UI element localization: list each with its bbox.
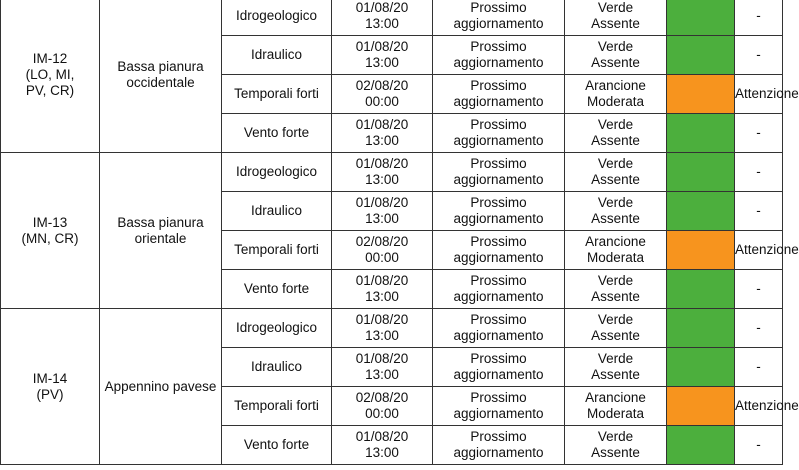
- validity-date: 01/08/20: [355, 429, 409, 444]
- alert-level-criticality: Assente: [591, 55, 640, 70]
- alert-level-criticality: Moderata: [586, 94, 645, 109]
- validity-date-cell: [332, 387, 433, 426]
- zone-area-line: orientale: [134, 230, 187, 246]
- alert-phase-cell: -: [735, 192, 783, 231]
- validity-date-cell: [332, 36, 433, 75]
- alert-level-color-name: Verde: [597, 273, 634, 288]
- alert-level-swatch: [667, 426, 735, 465]
- next-update-cell: [433, 348, 565, 387]
- alert-level-cell: [565, 270, 667, 309]
- alert-level-cell: [565, 75, 667, 114]
- next-update-cell: [433, 309, 565, 348]
- validity-date: 01/08/20: [355, 351, 409, 366]
- next-update-cell: [433, 153, 565, 192]
- zone-code-line: IM-14: [32, 370, 68, 386]
- next-update-line: Prossimo: [470, 78, 527, 93]
- risk-type-cell: Temporali forti: [222, 387, 332, 426]
- next-update-line: aggiornamento: [453, 289, 544, 304]
- zone-code-line: PV, CR): [25, 82, 75, 98]
- alert-level-color-name: Arancione: [585, 78, 646, 93]
- alert-level-color-name: Verde: [597, 117, 634, 132]
- next-update-line: aggiornamento: [453, 211, 544, 226]
- alert-level-cell: [565, 36, 667, 75]
- alert-level-swatch: [667, 387, 735, 426]
- validity-date: 01/08/20: [355, 273, 409, 288]
- alert-level-swatch: [667, 36, 735, 75]
- validity-time: 13:00: [365, 289, 399, 304]
- validity-date-cell: [332, 192, 433, 231]
- next-update-line: aggiornamento: [453, 445, 544, 460]
- zone-area-cell: [100, 309, 222, 465]
- next-update-line: aggiornamento: [453, 94, 544, 109]
- alert-level-cell: [565, 426, 667, 465]
- validity-date: 01/08/20: [355, 0, 409, 15]
- alert-level-color-name: Verde: [597, 39, 634, 54]
- alert-level-color-name: Verde: [597, 351, 634, 366]
- next-update-cell: [433, 75, 565, 114]
- alert-level-cell: [565, 348, 667, 387]
- validity-time: 13:00: [365, 133, 399, 148]
- alert-level-swatch: [667, 348, 735, 387]
- risk-type-cell: Vento forte: [222, 270, 332, 309]
- next-update-cell: [433, 192, 565, 231]
- zone-code-cell: [1, 309, 100, 465]
- alert-level-cell: [565, 309, 667, 348]
- validity-time: 13:00: [365, 16, 399, 31]
- alert-phase-cell: -: [735, 348, 783, 387]
- alert-level-cell: [565, 153, 667, 192]
- validity-date-cell: [332, 114, 433, 153]
- alert-level-swatch: [667, 231, 735, 270]
- alert-level-swatch: [667, 0, 735, 36]
- table-row: [1, 0, 783, 36]
- alert-phase-cell: -: [735, 114, 783, 153]
- validity-date-cell: [332, 426, 433, 465]
- validity-date: 01/08/20: [355, 39, 409, 54]
- next-update-line: Prossimo: [470, 429, 527, 444]
- next-update-cell: [433, 270, 565, 309]
- alert-level-cell: [565, 231, 667, 270]
- validity-date: 01/08/20: [355, 312, 409, 327]
- next-update-cell: [433, 36, 565, 75]
- next-update-line: Prossimo: [470, 234, 527, 249]
- validity-date-cell: [332, 153, 433, 192]
- validity-time: 13:00: [365, 328, 399, 343]
- alert-level-swatch: [667, 153, 735, 192]
- next-update-cell: [433, 387, 565, 426]
- alert-phase-cell: -: [735, 153, 783, 192]
- alert-level-cell: [565, 114, 667, 153]
- alert-phase-cell: -: [735, 36, 783, 75]
- alert-level-swatch: [667, 192, 735, 231]
- zone-code-line: (PV): [36, 386, 64, 402]
- risk-type-cell: Idrogeologico: [222, 309, 332, 348]
- risk-type-cell: Vento forte: [222, 114, 332, 153]
- alert-level-cell: [565, 387, 667, 426]
- alert-phase-cell: Attenzione: [735, 75, 783, 114]
- risk-type-cell: Vento forte: [222, 426, 332, 465]
- zone-area-cell: [100, 153, 222, 309]
- table-row: [1, 309, 783, 348]
- next-update-line: Prossimo: [470, 273, 527, 288]
- risk-type-cell: Temporali forti: [222, 75, 332, 114]
- alert-level-cell: [565, 0, 667, 36]
- validity-date-cell: [332, 231, 433, 270]
- zone-code-line: (MN, CR): [21, 230, 79, 246]
- next-update-line: aggiornamento: [453, 16, 544, 31]
- validity-date-cell: [332, 75, 433, 114]
- zone-area-line: Bassa pianura: [117, 58, 204, 74]
- next-update-line: Prossimo: [470, 195, 527, 210]
- zone-area-line: Appennino pavese: [104, 378, 217, 394]
- validity-date-cell: [332, 270, 433, 309]
- alert-level-criticality: Assente: [591, 16, 640, 31]
- alert-level-criticality: Moderata: [586, 406, 645, 421]
- validity-date-cell: [332, 348, 433, 387]
- validity-date-cell: [332, 0, 433, 36]
- risk-type-cell: Idrogeologico: [222, 153, 332, 192]
- zone-code-line: (LO, MI,: [25, 66, 75, 82]
- zone-code-line: IM-12: [32, 50, 68, 66]
- alert-level-swatch: [667, 114, 735, 153]
- alert-level-criticality: Moderata: [586, 250, 645, 265]
- next-update-line: Prossimo: [470, 117, 527, 132]
- alert-level-swatch: [667, 309, 735, 348]
- alert-level-swatch: [667, 270, 735, 309]
- validity-time: 00:00: [365, 94, 399, 109]
- validity-time: 13:00: [365, 55, 399, 70]
- next-update-line: aggiornamento: [453, 367, 544, 382]
- validity-date: 01/08/20: [355, 195, 409, 210]
- validity-date: 02/08/20: [355, 390, 409, 405]
- validity-time: 13:00: [365, 367, 399, 382]
- validity-time: 13:00: [365, 172, 399, 187]
- next-update-line: Prossimo: [470, 351, 527, 366]
- alert-phase-cell: Attenzione: [735, 387, 783, 426]
- table-row: [1, 153, 783, 192]
- next-update-line: Prossimo: [470, 390, 527, 405]
- next-update-line: aggiornamento: [453, 328, 544, 343]
- validity-date: 01/08/20: [355, 117, 409, 132]
- next-update-line: aggiornamento: [453, 133, 544, 148]
- alert-level-color-name: Verde: [597, 156, 634, 171]
- next-update-cell: [433, 231, 565, 270]
- risk-type-cell: Idraulico: [222, 36, 332, 75]
- next-update-line: aggiornamento: [453, 406, 544, 421]
- alert-level-criticality: Assente: [591, 211, 640, 226]
- next-update-line: Prossimo: [470, 39, 527, 54]
- validity-date: 01/08/20: [355, 156, 409, 171]
- next-update-line: Prossimo: [470, 312, 527, 327]
- zone-area-line: occidentale: [126, 74, 195, 90]
- next-update-line: aggiornamento: [453, 172, 544, 187]
- validity-date-cell: [332, 309, 433, 348]
- alert-level-criticality: Assente: [591, 133, 640, 148]
- alert-level-criticality: Assente: [591, 172, 640, 187]
- zone-code-line: IM-13: [32, 214, 68, 230]
- alert-phase-cell: Attenzione: [735, 231, 783, 270]
- alert-phase-cell: -: [735, 270, 783, 309]
- next-update-cell: [433, 0, 565, 36]
- validity-time: 13:00: [365, 211, 399, 226]
- next-update-line: Prossimo: [470, 0, 527, 15]
- alert-level-color-name: Verde: [597, 312, 634, 327]
- next-update-cell: [433, 426, 565, 465]
- zone-code-cell: [1, 153, 100, 309]
- alert-level-color-name: Verde: [597, 429, 634, 444]
- zone-area-line: Bassa pianura: [117, 214, 204, 230]
- alert-level-criticality: Assente: [591, 367, 640, 382]
- alert-table-body: [1, 0, 799, 465]
- alert-level-swatch: [667, 75, 735, 114]
- next-update-line: Prossimo: [470, 156, 527, 171]
- risk-type-cell: Idrogeologico: [222, 0, 332, 36]
- alert-level-color-name: Arancione: [585, 390, 646, 405]
- risk-type-cell: Idraulico: [222, 192, 332, 231]
- alert-level-criticality: Assente: [591, 289, 640, 304]
- zone-area-cell: [100, 0, 222, 153]
- validity-date: 02/08/20: [355, 234, 409, 249]
- risk-type-cell: Idraulico: [222, 348, 332, 387]
- zone-code-cell: [1, 0, 100, 153]
- alert-level-criticality: Assente: [591, 328, 640, 343]
- risk-type-cell: Temporali forti: [222, 231, 332, 270]
- validity-time: 00:00: [365, 406, 399, 421]
- validity-time: 00:00: [365, 250, 399, 265]
- alert-phase-cell: -: [735, 309, 783, 348]
- alert-level-criticality: Assente: [591, 445, 640, 460]
- alert-phase-cell: -: [735, 426, 783, 465]
- alert-level-color-name: Verde: [597, 0, 634, 15]
- alert-phase-cell: -: [735, 0, 783, 36]
- validity-time: 13:00: [365, 445, 399, 460]
- next-update-line: aggiornamento: [453, 250, 544, 265]
- alert-level-color-name: Verde: [597, 195, 634, 210]
- next-update-line: aggiornamento: [453, 55, 544, 70]
- next-update-cell: [433, 114, 565, 153]
- alert-level-color-name: Arancione: [585, 234, 646, 249]
- validity-date: 02/08/20: [355, 78, 409, 93]
- alert-level-cell: [565, 192, 667, 231]
